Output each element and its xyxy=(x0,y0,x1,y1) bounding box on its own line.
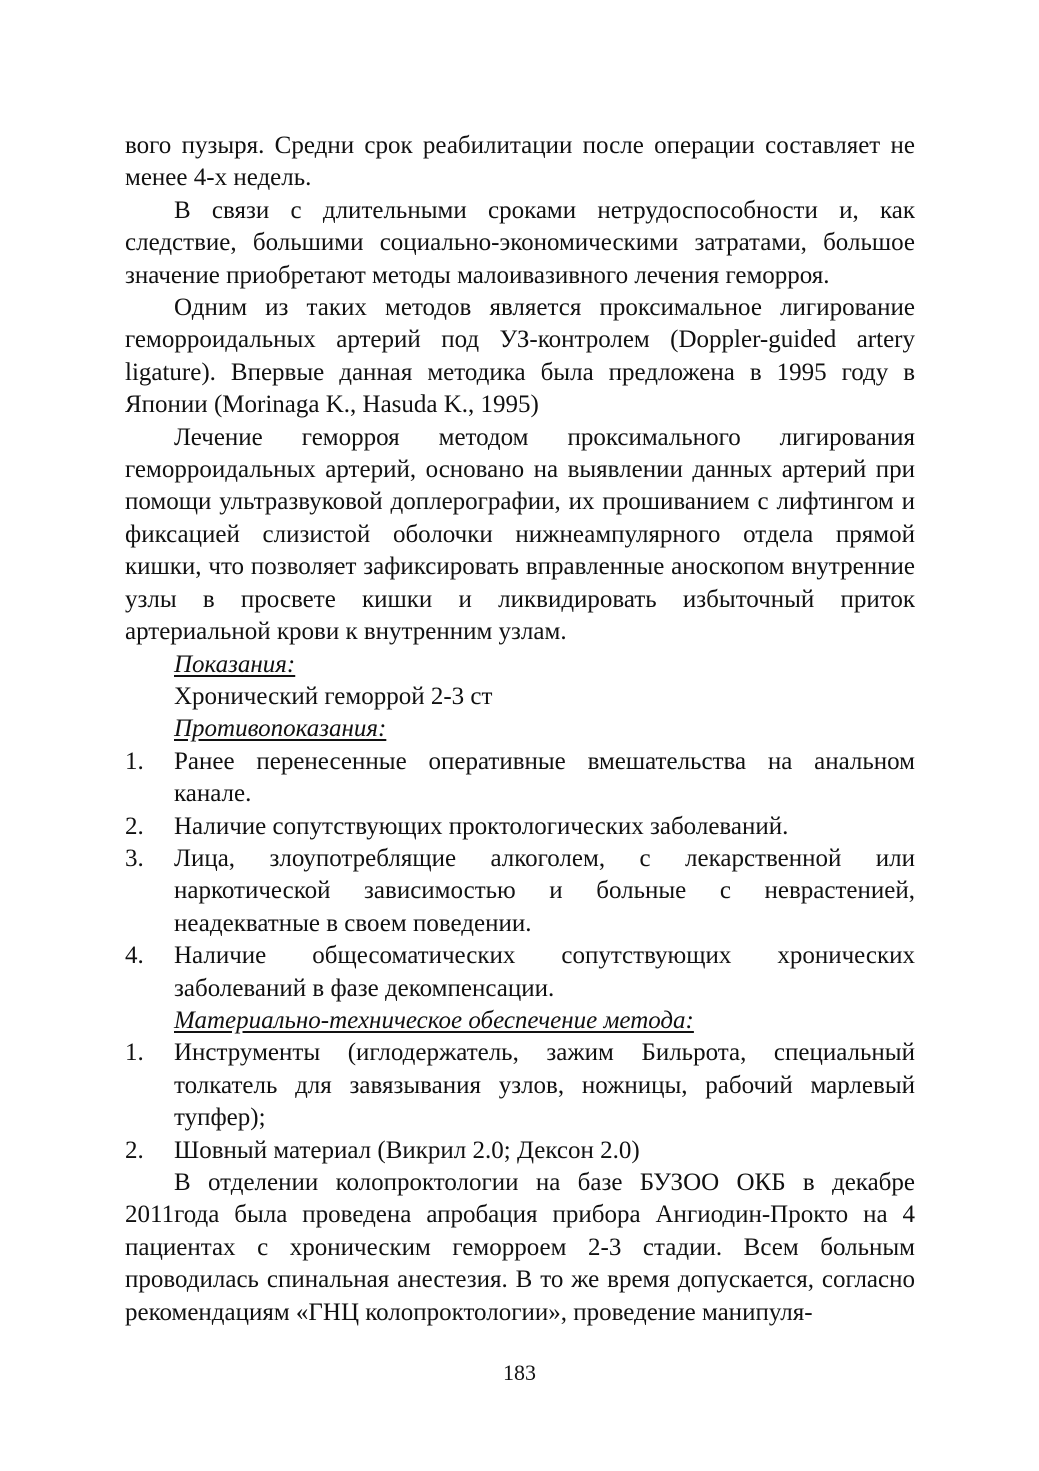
list-item-text: Наличие сопутствующих проктологических заболеваний. xyxy=(174,812,789,840)
list-item-text: Лица, злоупотреблящие алкоголем, с лекарственной или наркотической зависимостью и больные с неврастенией, неадекватные в своем поведении. xyxy=(174,844,915,937)
list-item xyxy=(125,1135,915,1167)
list-item xyxy=(125,843,915,940)
list-item-number: 2. xyxy=(125,812,144,840)
list-item-number: 2. xyxy=(125,1136,144,1164)
list-item xyxy=(125,940,915,1005)
materials-heading: Материально-техническое обеспечение метода: xyxy=(174,1006,694,1034)
contraindications-heading: Противопоказания: xyxy=(174,715,387,743)
contraindications-list xyxy=(125,746,915,1005)
list-item-text: Наличие общесоматических сопутствующих хронических заболеваний в фазе декомпенсации. xyxy=(174,942,915,1002)
list-item-text: Шовный материал (Викрил 2.0; Дексон 2.0) xyxy=(174,1136,640,1164)
list-item-number: 4. xyxy=(125,942,144,970)
list-item-text: Инструменты (иглодержатель, зажим Бильрота, специальный толкатель для завязывания узлов, ножницы, рабочий марлевый тупфер); xyxy=(174,1039,915,1132)
page-body xyxy=(125,130,915,1329)
materials-list xyxy=(125,1037,915,1167)
list-item-text: Ранее перенесенные оперативные вмешательства на анальном канале. xyxy=(174,747,915,808)
indications-heading: Показания: xyxy=(174,650,296,678)
page-number: 183 xyxy=(503,1360,536,1385)
paragraph-clinical-trial: В отделении колопроктологии на базе БУЗОО ОКБ в декабре 2011года была проведена апробация прибора Ангиодин-Прокто на 4 пациентах с хроническим геморроем 2-3 стадии. Всем больным проводилась спинальная анестезия. В то же время допускается, согласно рекомендациям «ГНЦ колопроктологии», проведение манипуля- xyxy=(125,1169,915,1326)
list-item-number: 1. xyxy=(125,1039,144,1067)
list-item-number: 1. xyxy=(125,747,144,775)
list-item xyxy=(125,811,915,843)
paragraph-continuation: вого пузыря. Средни срок реабилитации после операции составляет не менее 4-х недель. xyxy=(125,132,915,192)
list-item xyxy=(125,746,915,811)
paragraph-rationale: В связи с длительными сроками нетрудоспособности и, как следствие, большими социально-экономическими затратами, большое значение приобретают методы малоивазивного лечения геморроя. xyxy=(125,196,915,289)
paragraph-method-intro: Одним из таких методов является проксимальное лигирование геморроидальных артерий под УЗ-контролем (Doppler-guided artery ligature). Впервые данная методика была предложена в 1995 году в Японии (Morinaga K., Hasuda K., 1995) xyxy=(125,294,915,419)
indications-text: Хронический геморрой 2-3 ст xyxy=(174,682,493,710)
paragraph-method-description: Лечение геморроя методом проксимального лигирования геморроидальных артерий, основано на выявлении данных артерий при помощи ультразвуковой доплерографии, их прошиванием с лифтингом и фиксацией слизистой оболочки нижнеампулярного отдела прямой кишки, что позволяет зафиксировать вправленные аноскопом внутренние узлы в просвете кишки и ликвидировать избыточный приток артериальной крови к внутренним узлам. xyxy=(125,423,915,646)
list-item xyxy=(125,1037,915,1134)
list-item-number: 3. xyxy=(125,844,144,872)
